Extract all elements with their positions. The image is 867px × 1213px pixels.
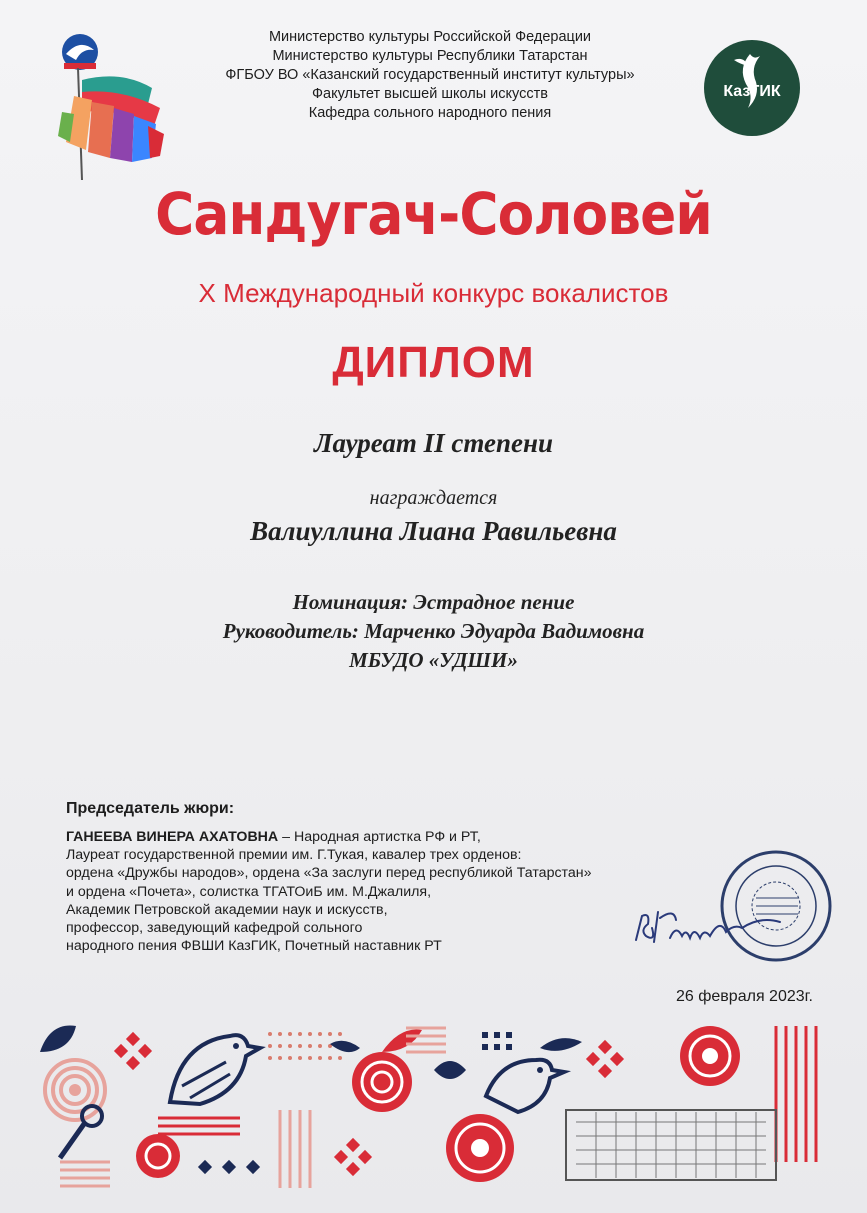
jury-line: профессор, заведующий кафедрой сольного [66,920,363,937]
festival-logo-icon [52,30,172,180]
supervisor: Руководитель: Марченко Эдуарда Вадимовна [222,619,645,643]
organizer-line: Факультет высшей школы искусств [312,86,548,102]
signature-icon [630,898,790,958]
jury-line: Лауреат государственной премии им. Г.Тукая, кавалер трех орденов: [66,847,522,864]
kazgik-logo-text: КазГИК [723,83,781,100]
recipient-name: Валиуллина Лиана Равильевна [250,516,617,546]
school: МБУДО «УДШИ» [349,648,518,672]
folk-ornament-band-icon [30,1012,840,1197]
issue-date: 26 февраля 2023г. [676,988,813,1005]
nomination: Номинация: Эстрадное пение [292,590,575,614]
diploma-heading: ДИПЛОМ [332,338,535,387]
awarded-label: награждается [369,487,498,509]
organizer-line: Кафедра сольного народного пения [308,105,552,121]
organizers-block [180,28,680,123]
organizer-line: Министерство культуры Республики Татарстан [272,48,588,64]
jury-line: ордена «Дружбы народов», ордена «За заслуги перед республикой Татарстан» [66,865,592,882]
jury-line: и ордена «Почета», солистка ТГАТОиБ им. М.Джалиля, [66,883,432,900]
contest-subtitle: X Международный конкурс вокалистов [198,278,669,308]
jury-chair-name: ГАНЕЕВА ВИНЕРА АХАТОВНА [66,829,279,845]
jury-description [66,828,726,955]
contest-title: Сандугач-Соловей [155,180,712,248]
organizer-line: ФГБОУ ВО «Казанский государственный институт культуры» [225,67,635,83]
jury-chair-title: – Народная артистка РФ и РТ, [278,829,481,845]
laureate-degree: Лауреат II степени [313,428,554,458]
jury-line: народного пения ФВШИ КазГИК, Почетный наставник РТ [66,938,442,955]
kazgik-logo-icon [700,38,804,138]
jury-line: Академик Петровской академии наук и искусств, [66,901,388,918]
jury-heading: Председатель жюри: [66,800,235,817]
jury-line [66,828,726,846]
organizer-line: Министерство культуры Российской Федерации [268,29,592,45]
